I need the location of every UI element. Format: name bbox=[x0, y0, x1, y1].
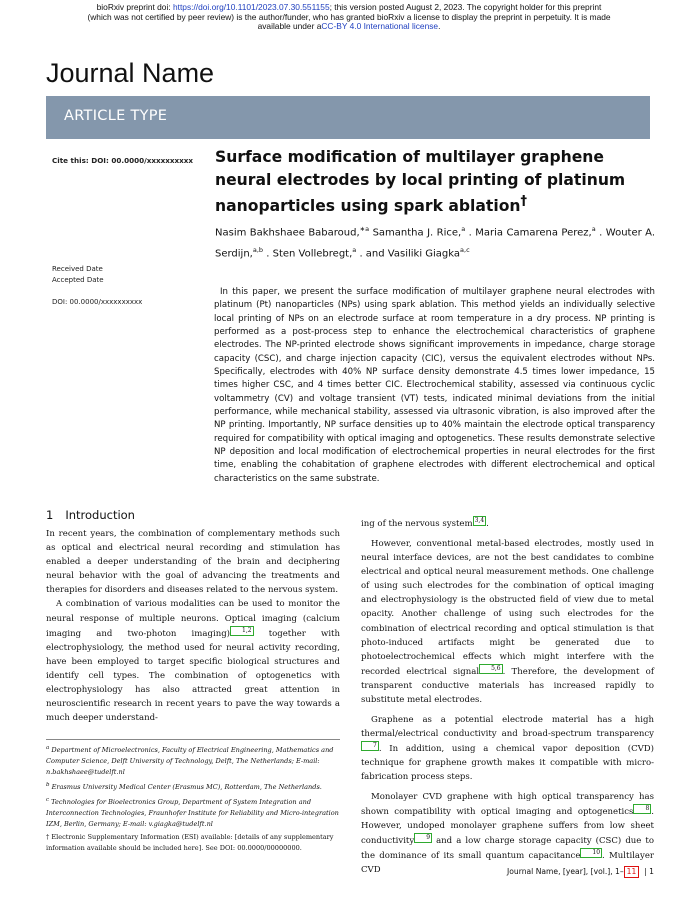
footnote-text: Electronic Supplementary Information (ESI) available: [details of any supplementary information available should be included here]. See DOI: 00.0000/00000000. bbox=[46, 832, 334, 852]
section-number: 1 bbox=[46, 508, 54, 522]
right-column bbox=[361, 516, 654, 877]
abstract: In this paper, we present the surface modification of multilayer graphene neural electrodes with platinum (Pt) nanoparticles (NPs) using spark ablation. This method yields an individually selective local printing of NPs on an electrode surface at room temperature in a dry process. NP printing is performed as a post-process step to enhance the electrochemical characteristics of graphene electrodes. The NP-printed electrode shows significant improvements in impedance, charge storage capacity (CSC), and charge injection capacity (CIC), versus the equivalent electrodes without NPs. Specifically, electrodes with 40% NP surface density demonstrate 4.5 times lower impedance, 15 times higher CSC, and 4 times better CIC. Electrochemical stability, assessed via continuous cyclic voltammetry (CV) and voltage transient (VT) tests, indicated minimal deviations from the initial performance, while mechanical stability, assessed via ultrasonic vibration, is also improved after the NP printing. Importantly, NP surface densities up to 40% maintain the electrode optical transparency required for compatibility with optical imaging and optogenetics. These results demonstrate selective NP deposition and local modification of electrochemical properties in neural electrodes for the first time, enabling the cohabitation of graphene electrodes with different electrochemical and optical characteristics on the same substrate. bbox=[214, 287, 655, 484]
page-number: 1 bbox=[649, 867, 654, 876]
paragraph-text: ing of the nervous system bbox=[361, 518, 473, 529]
author-list bbox=[215, 221, 655, 263]
author-affiliation: a bbox=[591, 225, 596, 233]
author-name: Nasim Bakhshaee Babaroud, bbox=[215, 227, 360, 239]
page-footer bbox=[507, 866, 654, 878]
paragraph-text: . Therefore, the development of transparent conductive materials has increased rapidly to substitute metal electrodes. bbox=[361, 666, 654, 705]
paragraph-text: together with electrophysiology, the method used for neural activity recording, have been employed to target specific biological structures and identify cell types. The combination of optogenetics with electrophysiology has also attracted great attention in neuroscientific research in recent years to pave the way towards a much deeper understand- bbox=[46, 628, 340, 724]
author-name: . Maria Camarena Perez, bbox=[468, 227, 592, 239]
author-affiliation: a,b bbox=[252, 245, 264, 254]
footnote-mark: b bbox=[46, 781, 50, 788]
citation-link[interactable]: 10 bbox=[580, 848, 602, 858]
author-affiliation: a bbox=[461, 225, 466, 233]
footer-separator: | bbox=[641, 867, 650, 876]
footnote-text: Erasmus University Medical Center (Erasmus MC), Rotterdam, The Netherlands. bbox=[49, 783, 322, 792]
footnote-affiliation-c bbox=[46, 795, 340, 830]
left-column bbox=[46, 527, 340, 725]
paragraph-text: . However, undoped monolayer graphene suffers from low sheet conductivity bbox=[361, 807, 654, 847]
paragraph-text: . bbox=[486, 518, 489, 529]
footer-journal-text: Journal Name, [year], [vol.], 1– bbox=[507, 867, 624, 876]
citation-link[interactable]: 5,6 bbox=[479, 664, 503, 674]
author-name: . Wouter A. Serdijn, bbox=[215, 227, 656, 260]
paragraph-text: However, conventional metal-based electrodes, mostly used in neural interface devices, are not the best candidates to combine electrical and optical neural measurement methods. One challenge of using such electrodes for the combination of optical imaging and electrophysiology is the obstructed field of view due to metal opacity. Another challenge of using such electrodes for the combination of electrical recording and optical stimulation is that photo-induced artifacts might be generated due to photoelectrochemical effects which might interfere with the recorded electrical signal bbox=[361, 538, 654, 677]
footnote-affiliation-a bbox=[46, 743, 340, 778]
paragraph bbox=[361, 790, 654, 877]
section-heading bbox=[46, 508, 135, 522]
footnote-text: Department of Microelectronics, Faculty of Electrical Engineering, Mathematics and Computer Science, Delft University of Technology, Delft, The Netherlands; E-mail: n.bakhshaee@tudelft.nl bbox=[46, 746, 334, 776]
preprint-line-3 bbox=[0, 22, 698, 32]
preprint-text: available under a bbox=[257, 21, 322, 32]
paragraph-text: . In addition, using a chemical vapor deposition (CVD) technique for graphene growth makes it compatible with micro-fabrication process steps. bbox=[361, 743, 654, 783]
paragraph bbox=[361, 516, 654, 531]
author-affiliation: a,c bbox=[460, 245, 470, 254]
paper-title bbox=[215, 146, 655, 218]
preprint-notice bbox=[0, 3, 698, 32]
accepted-date: Accepted Date bbox=[52, 276, 104, 284]
section-title: Introduction bbox=[65, 508, 135, 522]
paper-title-text: Surface modification of multilayer graphene neural electrodes by local printing of platinum nanoparticles using spark ablation bbox=[215, 148, 626, 216]
author-name: Samantha J. Rice, bbox=[372, 227, 462, 239]
footnote-esi bbox=[46, 832, 340, 854]
paragraph: In recent years, the combination of complementary methods such as optical and electrical neural recording and stimulation has enabled a deeper understanding of the brain and deciphering neural behavior with the goal of advancing the treatments and therapies for disorders and diseases related to the nervous system. bbox=[46, 529, 340, 596]
preprint-line-2: (which was not certified by peer review) is the author/funder, who has granted bioRxiv a license to display the preprint in perpetuity. It is made bbox=[87, 11, 611, 22]
paragraph-text: . Multilayer CVD bbox=[361, 851, 654, 876]
preprint-text: ; this version posted August 2, 2023. The copyright holder for this preprint bbox=[329, 2, 602, 12]
paragraph-text: A combination of various modalities can be used to monitor the neural response of multiple neurons. Optical imaging (calcium imaging and two-photon imaging) bbox=[46, 599, 340, 639]
preprint-text: . bbox=[438, 21, 441, 32]
license-link[interactable]: CC-BY 4.0 International license bbox=[321, 21, 439, 32]
paragraph bbox=[46, 597, 340, 725]
doi-link[interactable]: https://doi.org/10.1101/2023.07.30.551155 bbox=[172, 2, 330, 12]
footnote-mark: † bbox=[46, 832, 50, 841]
doi-line: DOI: 00.0000/xxxxxxxxxx bbox=[52, 298, 143, 306]
paragraph-text: Graphene as a potential electrode material has a high thermal/electrical conductivity and broad-spectrum transparency bbox=[361, 714, 654, 739]
footnotes bbox=[46, 743, 340, 856]
received-date: Received Date bbox=[52, 265, 103, 273]
preprint-text: bioRxiv preprint doi: bbox=[96, 2, 173, 12]
paragraph bbox=[361, 713, 654, 784]
citation-link[interactable]: 8 bbox=[633, 804, 651, 814]
journal-name: Journal Name bbox=[46, 58, 215, 88]
page-total-link[interactable]: 11 bbox=[624, 866, 640, 878]
footnote-mark: a bbox=[46, 745, 50, 751]
author-name: . and Vasiliki Giagka bbox=[359, 248, 461, 260]
author-affiliation: ∗a bbox=[359, 225, 370, 233]
article-type-banner bbox=[46, 96, 650, 139]
citation-link[interactable]: 9 bbox=[414, 833, 432, 843]
paragraph-text: Monolayer CVD graphene with high optical transparency has shown compatibility with optical imaging and optogenetics bbox=[361, 792, 654, 818]
author-affiliation: a bbox=[352, 245, 357, 254]
citation-link[interactable]: 1,2 bbox=[230, 626, 254, 636]
author-name: . Sten Vollebregt, bbox=[266, 248, 353, 260]
article-type-label: ARTICLE TYPE bbox=[64, 108, 168, 124]
citation-link[interactable]: 3,4 bbox=[474, 517, 485, 524]
footnote-mark: c bbox=[46, 796, 50, 803]
cite-this: Cite this: DOI: 00.0000/xxxxxxxxxx bbox=[52, 156, 194, 165]
citation-link[interactable]: 7 bbox=[361, 741, 379, 751]
footnote-affiliation-b bbox=[46, 780, 340, 793]
footnote-text: Technologies for Bioelectronics Group, Department of System Integration and Interconnection Technologies, Fraunhofer Institute for Reliability and Micro-integration IZM, Berlin, Germany; E-mail: v.giagka@tudelft.nl bbox=[46, 798, 339, 828]
title-footnote-mark: † bbox=[520, 194, 528, 209]
paragraph-text: and a low charge storage capacity (CSC) due to the dominance of its small quantum capacitance bbox=[361, 836, 654, 862]
footnote-divider bbox=[46, 739, 340, 740]
paragraph bbox=[361, 537, 654, 707]
